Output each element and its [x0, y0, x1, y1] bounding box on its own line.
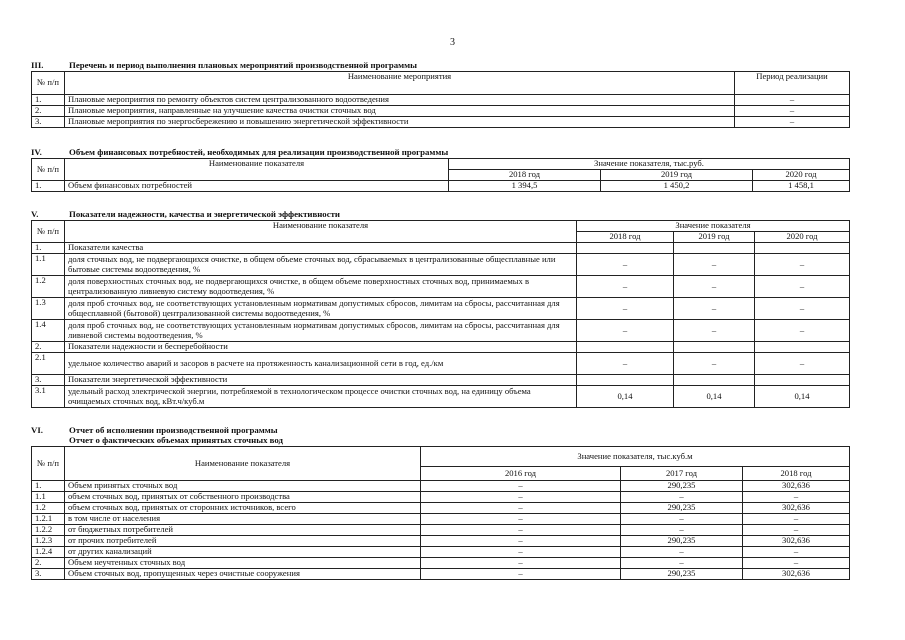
measure-name: Плановые мероприятия по ремонту объектов систем централизованного водоотведения — [65, 95, 735, 106]
value-cell: 302,636 — [743, 569, 850, 580]
row-number: 3. — [32, 569, 65, 580]
row-number: 1. — [32, 243, 65, 254]
value-cell: – — [621, 525, 743, 536]
value-cell — [755, 243, 850, 254]
column-header-name: Наименование мероприятия — [65, 72, 735, 95]
section-3-title: Перечень и период выполнения плановых мероприятий производственной программы — [69, 60, 418, 71]
indicator-name: Показатели качества — [65, 243, 577, 254]
accepted-wastewater-table — [31, 446, 850, 580]
indicator-name: Объем финансовых потребностей — [65, 181, 449, 192]
value-cell: – — [421, 536, 621, 547]
year-header: 2018 год — [577, 232, 674, 243]
value-cell: 302,636 — [743, 536, 850, 547]
financial-needs-body — [32, 181, 850, 192]
indicator-name: объем сточных вод, принятых от собственного производства — [65, 492, 421, 503]
reliability-indicators-body — [32, 243, 850, 408]
section-4-heading — [31, 148, 850, 158]
row-number: 1. — [32, 481, 65, 492]
measure-period: – — [735, 106, 850, 117]
column-header-name: Наименование показателя — [65, 447, 421, 481]
section-6-number: VI. — [31, 425, 43, 436]
year-header: 2018 год — [449, 170, 601, 181]
column-header-value: Значение показателя, тыс.руб. — [449, 159, 850, 170]
row-number: 2.1 — [32, 353, 65, 375]
row-number: 3.1 — [32, 386, 65, 408]
value-cell: – — [577, 298, 674, 320]
value-cell — [577, 342, 674, 353]
indicator-name: Объем принятых сточных вод — [65, 481, 421, 492]
column-header-no: № п/п — [32, 221, 65, 243]
section-5-heading — [31, 210, 850, 220]
section-4-title: Объем финансовых потребностей, необходимых для реализации производственной программы — [69, 147, 449, 158]
row-number: 3. — [32, 375, 65, 386]
table-row — [32, 181, 850, 192]
value-cell: – — [621, 514, 743, 525]
row-number: 1.4 — [32, 320, 65, 342]
value-cell: 0,14 — [674, 386, 755, 408]
row-number: 2. — [32, 558, 65, 569]
indicator-name: доля проб сточных вод, не соответствующих установленным нормативам допустимых сбросов, лимитам на сбросы, рассчитанная для ливневой системы водоотведения, % — [65, 320, 577, 342]
value-cell: – — [755, 276, 850, 298]
value-cell: – — [577, 320, 674, 342]
value-cell: – — [755, 254, 850, 276]
measure-period: – — [735, 117, 850, 128]
table-row — [32, 492, 850, 503]
value-cell: 0,14 — [755, 386, 850, 408]
value-cell: – — [621, 547, 743, 558]
table-header-row — [32, 159, 850, 170]
value-cell — [674, 375, 755, 386]
plan-measures-table — [31, 71, 850, 128]
row-number: 1.2.2 — [32, 525, 65, 536]
section-6-subtitle: Отчет о фактических объемах принятых сточных вод — [69, 435, 283, 446]
section-5-title: Показатели надежности, качества и энергетической эффективности — [69, 209, 340, 220]
value-cell: – — [743, 547, 850, 558]
value-cell: – — [621, 558, 743, 569]
column-header-no: № п/п — [32, 159, 65, 181]
table-row — [32, 536, 850, 547]
group-row — [32, 375, 850, 386]
year-header: 2020 год — [755, 232, 850, 243]
accepted-wastewater-body — [32, 481, 850, 580]
table-row — [32, 106, 850, 117]
value-cell: – — [421, 547, 621, 558]
measure-period: – — [735, 95, 850, 106]
value-cell: – — [577, 276, 674, 298]
table-row — [32, 117, 850, 128]
section-5 — [31, 210, 850, 408]
year-header: 2016 год — [421, 467, 621, 481]
table-row — [32, 95, 850, 106]
indicator-name: от прочих потребителей — [65, 536, 421, 547]
table-row — [32, 320, 850, 342]
group-row — [32, 342, 850, 353]
value-cell — [674, 243, 755, 254]
year-header: 2018 год — [743, 467, 850, 481]
column-header-value: Значение показателя — [577, 221, 850, 232]
table-row — [32, 569, 850, 580]
value-cell — [577, 243, 674, 254]
page-number: 3 — [450, 37, 455, 48]
row-number: 1.2.1 — [32, 514, 65, 525]
table-row — [32, 353, 850, 375]
value-cell: – — [674, 298, 755, 320]
value-cell: – — [421, 492, 621, 503]
indicator-name: Показатели энергетической эффективности — [65, 375, 577, 386]
row-number: 1.1 — [32, 254, 65, 276]
value-cell — [755, 342, 850, 353]
year-header: 2017 год — [621, 467, 743, 481]
indicator-name: Объем сточных вод, пропущенных через очистные сооружения — [65, 569, 421, 580]
section-4 — [31, 148, 850, 192]
column-header-name: Наименование показателя — [65, 159, 449, 181]
row-number: 1.3 — [32, 298, 65, 320]
table-row — [32, 254, 850, 276]
row-number: 2. — [32, 342, 65, 353]
table-row — [32, 298, 850, 320]
section-6-title: Отчет об исполнении производственной программы — [69, 425, 278, 436]
indicator-name: Показатели надежности и бесперебойности — [65, 342, 577, 353]
table-row — [32, 547, 850, 558]
value-cell: – — [421, 481, 621, 492]
value-cell: – — [421, 503, 621, 514]
table-row — [32, 558, 850, 569]
indicator-name: в том числе от населения — [65, 514, 421, 525]
value-cell: – — [743, 525, 850, 536]
value-cell — [577, 375, 674, 386]
value-cell: 302,636 — [743, 503, 850, 514]
section-3-heading — [31, 61, 850, 71]
value-cell: – — [674, 353, 755, 375]
row-number: 2. — [32, 106, 65, 117]
indicator-name: объем сточных вод, принятых от сторонних источников, всего — [65, 503, 421, 514]
indicator-name: от других канализаций — [65, 547, 421, 558]
row-number: 1.2.4 — [32, 547, 65, 558]
value-cell: – — [755, 353, 850, 375]
value-cell: – — [755, 320, 850, 342]
value-cell: – — [577, 353, 674, 375]
table-row — [32, 276, 850, 298]
measure-name: Плановые мероприятия по энергосбережению и повышению энергетической эффективности — [65, 117, 735, 128]
value-cell: – — [674, 254, 755, 276]
column-header-value: Значение показателя, тыс.куб.м — [421, 447, 850, 467]
indicator-name: доля сточных вод, не подвергающихся очистке, в общем объеме сточных вод, сбрасываемых в централизованные общесплавные или бытовые системы водоотведения, % — [65, 254, 577, 276]
value-cell — [674, 342, 755, 353]
table-header-row — [32, 221, 850, 232]
measure-name: Плановые мероприятия, направленные на улучшение качества очистки сточных вод — [65, 106, 735, 117]
value-cell: 290,235 — [621, 481, 743, 492]
group-row — [32, 243, 850, 254]
value-cell: 302,636 — [743, 481, 850, 492]
value-cell: – — [421, 558, 621, 569]
value-cell: – — [421, 514, 621, 525]
value-cell: 1 458,1 — [753, 181, 850, 192]
value-cell: – — [743, 514, 850, 525]
table-row — [32, 514, 850, 525]
value-cell: – — [577, 254, 674, 276]
indicator-name: удельное количество аварий и засоров в расчете на протяженность канализационной сети в год, ед./км — [65, 353, 577, 375]
value-cell: 1 394,5 — [449, 181, 601, 192]
value-cell: – — [755, 298, 850, 320]
column-header-name: Наименование показателя — [65, 221, 577, 243]
value-cell: – — [674, 276, 755, 298]
year-header: 2019 год — [601, 170, 753, 181]
section-3-number: III. — [31, 60, 44, 71]
value-cell: 290,235 — [621, 569, 743, 580]
plan-measures-body — [32, 95, 850, 128]
row-number: 1. — [32, 181, 65, 192]
value-cell: – — [421, 569, 621, 580]
value-cell: – — [621, 492, 743, 503]
value-cell: – — [421, 525, 621, 536]
table-row — [32, 503, 850, 514]
section-6 — [31, 426, 850, 580]
year-header: 2019 год — [674, 232, 755, 243]
table-row — [32, 481, 850, 492]
value-cell: – — [674, 320, 755, 342]
value-cell: 290,235 — [621, 536, 743, 547]
indicator-name: Объем неучтенных сточных вод — [65, 558, 421, 569]
value-cell: 0,14 — [577, 386, 674, 408]
table-header-row — [32, 447, 850, 467]
table-header-row — [32, 72, 850, 95]
row-number: 1. — [32, 95, 65, 106]
value-cell: – — [743, 558, 850, 569]
indicator-name: доля проб сточных вод, не соответствующих установленным нормативам допустимых сбросов, лимитам на сбросы, рассчитанная для общесплавной (бытовой) централизованной системы водоотведения, % — [65, 298, 577, 320]
section-3 — [31, 61, 850, 128]
value-cell: 1 450,2 — [601, 181, 753, 192]
row-number: 1.2.3 — [32, 536, 65, 547]
column-header-no: № п/п — [32, 72, 65, 95]
indicator-name: удельный расход электрической энергии, потребляемой в технологическом процессе очистки сточных вод, на единицу объема очищаемых сточных вод, кВт.ч/куб.м — [65, 386, 577, 408]
row-number: 1.1 — [32, 492, 65, 503]
table-row — [32, 525, 850, 536]
value-cell: 290,235 — [621, 503, 743, 514]
row-number: 1.2 — [32, 503, 65, 514]
reliability-indicators-table — [31, 220, 850, 408]
year-header: 2020 год — [753, 170, 850, 181]
row-number: 3. — [32, 117, 65, 128]
value-cell — [755, 375, 850, 386]
section-4-number: IV. — [31, 147, 42, 158]
column-header-period: Период реализации — [735, 72, 850, 95]
value-cell: – — [743, 492, 850, 503]
indicator-name: от бюджетных потребителей — [65, 525, 421, 536]
column-header-no: № п/п — [32, 447, 65, 481]
section-5-number: V. — [31, 209, 39, 220]
table-row — [32, 386, 850, 408]
financial-needs-table — [31, 158, 850, 192]
row-number: 1.2 — [32, 276, 65, 298]
indicator-name: доля поверхностных сточных вод, не подвергающихся очистке, в общем объеме поверхностных сточных вод, принимаемых в централизованную ливневую систему водоотведения, % — [65, 276, 577, 298]
